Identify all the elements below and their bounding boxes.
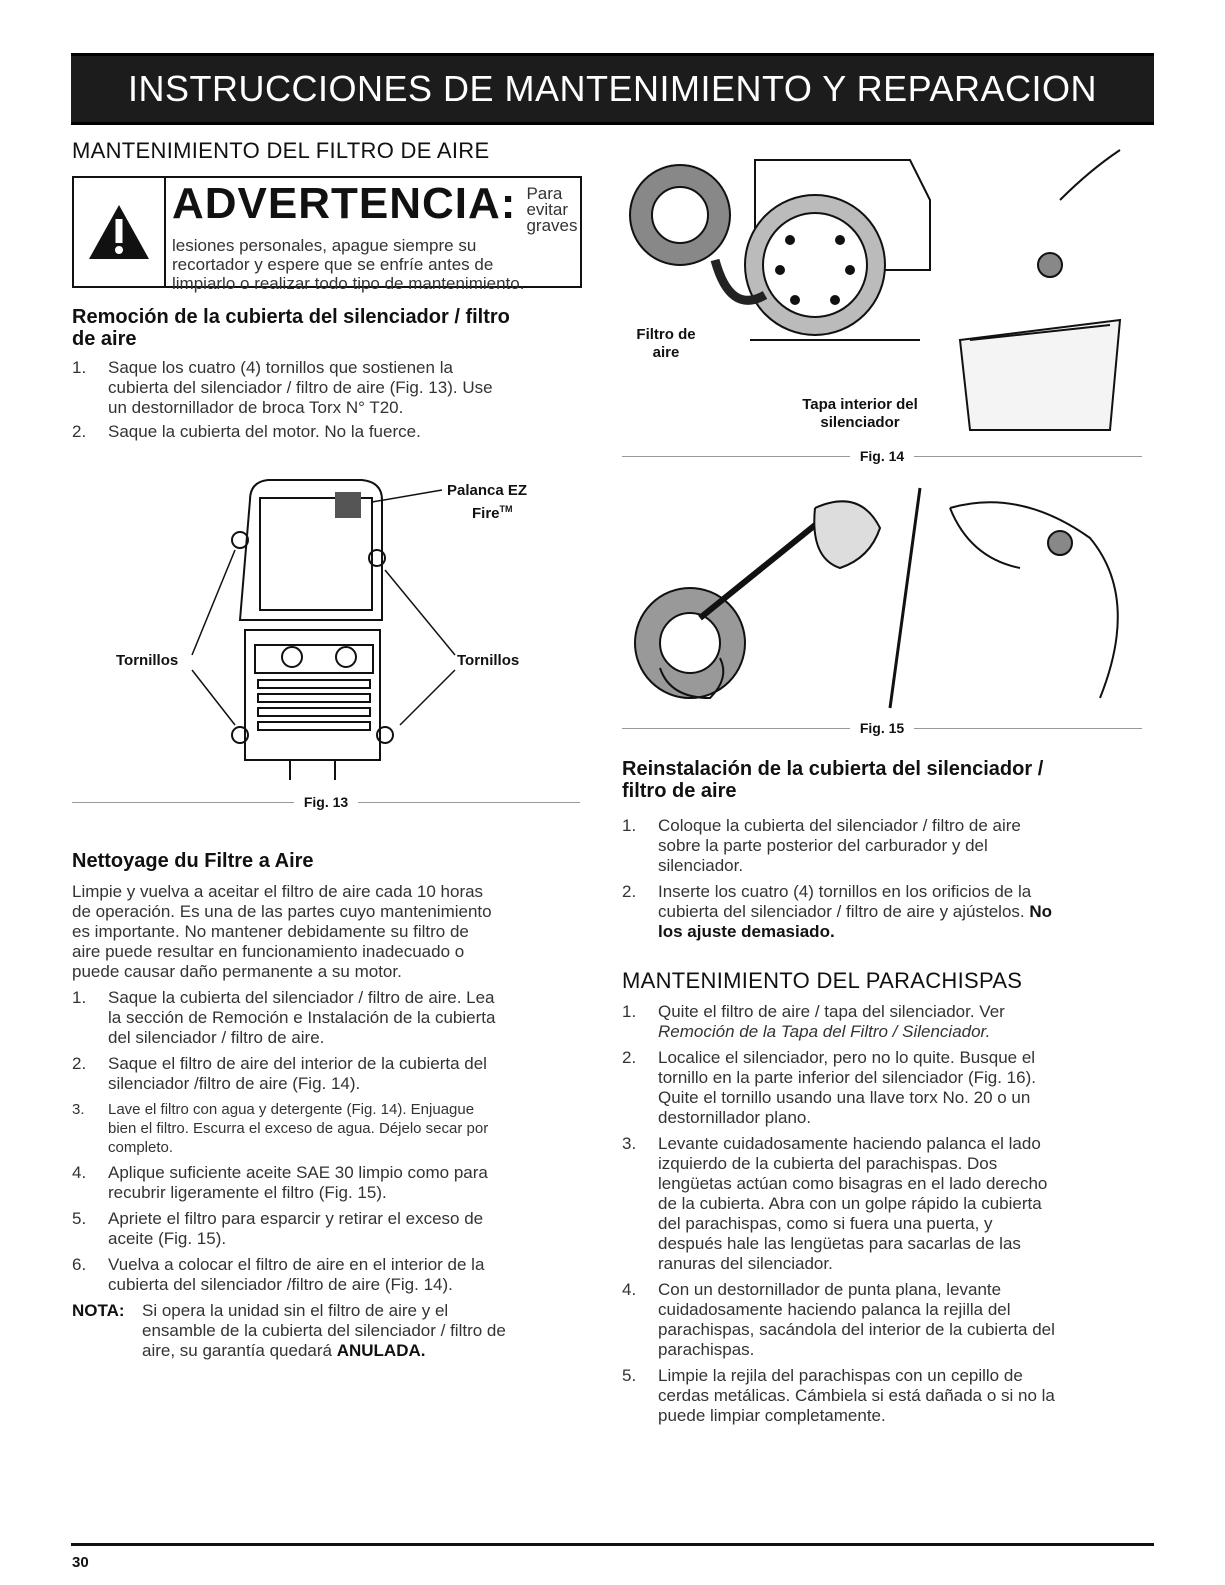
removal-heading-line-2: de aire (72, 328, 137, 350)
reinstall-heading (622, 758, 1147, 802)
banner-title: INSTRUCCIONES DE MANTENIMIENTO Y REPARACION (128, 68, 1097, 109)
spark-heading: MANTENIMIENTO DEL PARACHISPAS (622, 968, 1023, 993)
list-item: 1. Coloque la cubierta del silenciador / filtro de aire sobre la parte posterior del carburador y del silenciador. (622, 816, 1021, 875)
list-item: 1. Quite el filtro de aire / tapa del silenciador. Ver Remoción de la Tapa del Filtro / Silenciador. (622, 1002, 1005, 1041)
list-item: 5. Limpie la rejila del parachispas con un cepillo de cerdas metálicas. Cámbiela si está dañada o si no la puede limpiar completamente. (622, 1366, 1055, 1425)
fig13-caption: Fig. 13 (72, 792, 580, 812)
page-banner (71, 53, 1154, 125)
list-item: 4. Aplique suficiente aceite SAE 30 limpio como para recubrir ligeramente el filtro (Fig. 15). (72, 1163, 488, 1202)
list-item: 2. Saque la cubierta del motor. No la fuerce. (72, 422, 421, 441)
fig14-cover-label: Tapa interior del silenciador (802, 396, 918, 431)
fig15-illustration (620, 478, 1150, 718)
warning-line: limpiarlo o realizar todo tipo de mantenimiento. (172, 274, 525, 293)
fig13-screws-left-label: Tornillos (116, 652, 179, 669)
cleaning-steps (72, 988, 592, 1295)
page-number: 30 (72, 1554, 89, 1571)
reinstall-heading-line-1: Reinstalación de la cubierta del silenciador / (622, 758, 1044, 780)
list-item: 2. Inserte los cuatro (4) tornillos en los orificios de la cubierta del silenciador / filtro de aire y ajústelos. No los ajuste demasiado. (622, 882, 1053, 941)
list-item: 1. Saque la cubierta del silenciador / filtro de aire. Lea la sección de Remoción e Instalación de la cubierta del silenciador / filtro de aire. (72, 988, 496, 1047)
list-item: 3. Lave el filtro con agua y detergente (Fig. 14). Enjuague bien el filtro. Escurra el exceso de agua. Déjelo secar por completo. (72, 1101, 489, 1156)
list-item: 5. Apriete el filtro para esparcir y retirar el exceso de aceite (Fig. 15). (72, 1209, 484, 1248)
warning-title: ADVERTENCIA: (172, 179, 517, 228)
warning-lead-1: Para evitar (526, 184, 569, 219)
warning-line: lesiones personales, apague siempre su (172, 236, 477, 255)
warning-line: recortador y espere que se enfríe antes de (172, 255, 494, 274)
removal-heading (72, 306, 592, 350)
note: NOTA: Si opera la unidad sin el filtro de aire y el ensamble de la cubierta del silenciador / filtro de aire, su garantía quedará ANULADA. (72, 1301, 506, 1360)
bottom-rule (71, 1543, 1154, 1546)
removal-steps (72, 358, 592, 442)
fig15-caption: Fig. 15 (622, 718, 1142, 738)
list-item: 2. Localice el silenciador, pero no lo quite. Busque el tornillo en la parte inferior del silenciador (Fig. 16). Quite el tornillo usando una llave torx No. 20 o un destornillador plano. (622, 1048, 1036, 1127)
list-item: 2. Saque el filtro de aire del interior de la cubierta del silenciador /filtro de aire (Fig. 14). (72, 1054, 487, 1093)
air-filter-heading: MANTENIMIENTO DEL FILTRO DE AIRE (72, 138, 490, 163)
fig13-screws-right-label: Tornillos (457, 652, 520, 669)
cleaning-intro: Limpie y vuelva a aceitar el filtro de aire cada 10 horas de operación. Es una de las partes cuyo mantenimiento es importante. No mantener debidamente su filtro de aire puede resultar en funcionamiento inadecuado o puede causar daño permanente a su motor. (72, 882, 492, 981)
list-item: 3. Levante cuidadosamente haciendo palanca el lado izquierdo de la cubierta del parachispas. Dos lengüetas actúan como bisagras en el lado derecho de la cubierta. Abra con un golpe rápido la cubierta del parachispas, como si fuera una puerta, y después hale las lengüetas para sacarlas de las ranuras del silenciador. (622, 1134, 1048, 1273)
fig14-caption: Fig. 14 (622, 446, 1142, 466)
note-label: NOTA: (72, 1301, 125, 1320)
removal-heading-line-1: Remoción de la cubierta del silenciador / filtro (72, 306, 510, 328)
spark-steps (622, 1002, 1147, 1426)
list-item: 6. Vuelva a colocar el filtro de aire en el interior de la cubierta del silenciador /filtro de aire (Fig. 14). (72, 1255, 485, 1294)
list-item: 1. Saque los cuatro (4) tornillos que sostienen la cubierta del silenciador / filtro de aire (Fig. 13). Use un destornillador de broca Torx N° T20. (72, 358, 493, 417)
reinstall-steps (622, 816, 1147, 942)
fig14-filter-label: Filtro de aire (636, 326, 696, 361)
cleaning-heading: Nettoyage du Filtre a Aire (72, 850, 314, 872)
reinstall-heading-line-2: filtro de aire (622, 780, 737, 802)
warning-lead-2: graves (526, 216, 578, 235)
left-column (72, 138, 592, 164)
warning-box (72, 176, 582, 293)
fig13-lever-label: Palanca EZ Fire™ (447, 482, 528, 522)
list-item: 4. Con un destornillador de punta plana, levante cuidadosamente haciendo palanca la rejilla del parachispas, sacándola del interior de la cubierta del parachispas. (622, 1280, 1055, 1359)
warning-triangle-icon (74, 178, 166, 286)
